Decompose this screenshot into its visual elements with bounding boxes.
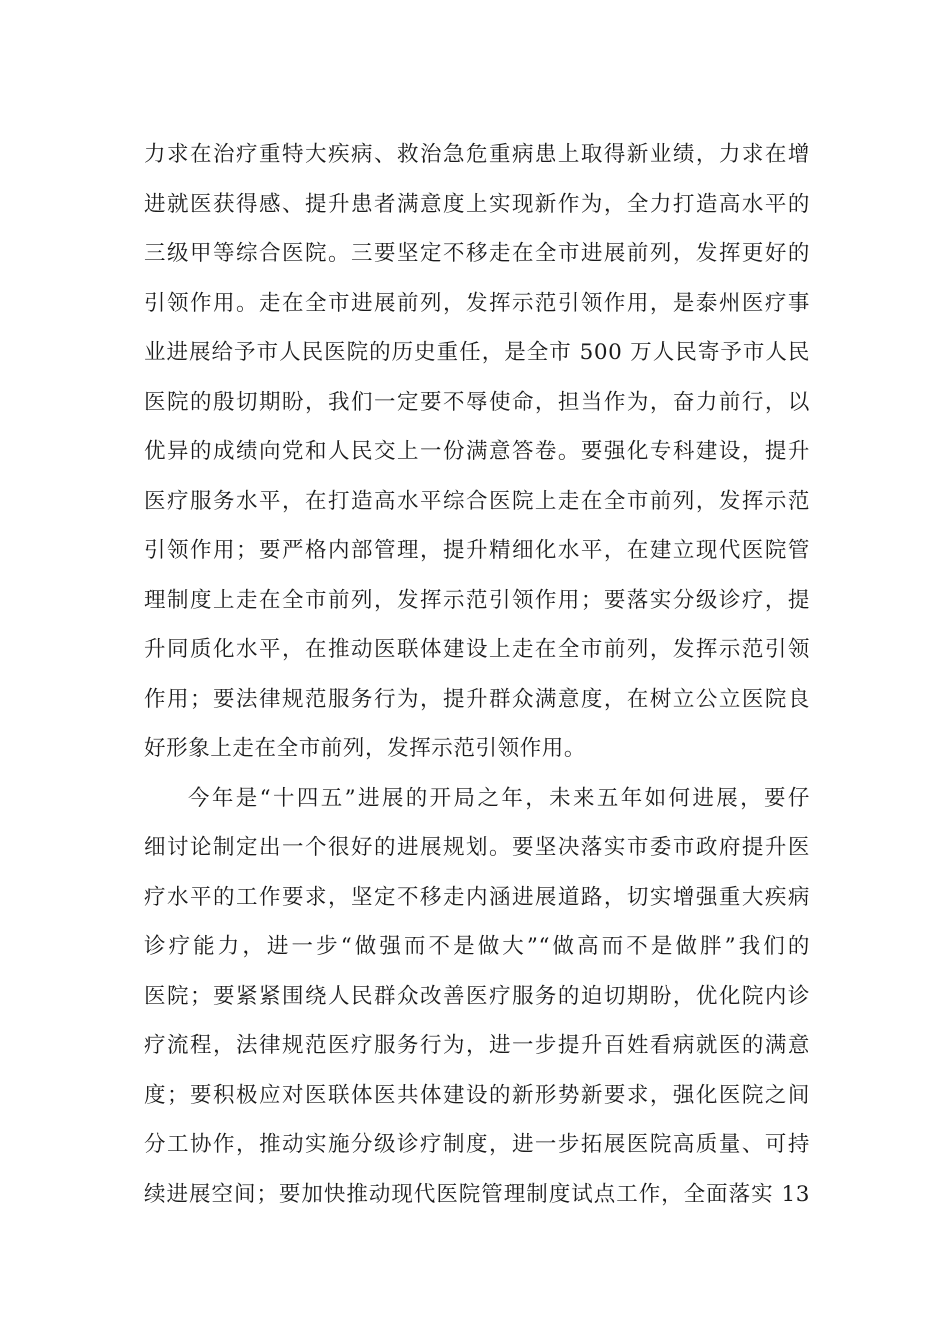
text-line: 理制度上走在全市前列，发挥示范引领作用；要落实分级诊疗，提 <box>144 587 810 613</box>
text-line: 医疗服务水平，在打造高水平综合医院上走在全市前列，发挥示范 <box>144 488 810 514</box>
text-line: 升同质化水平，在推动医联体建设上走在全市前列，发挥示范引领 <box>144 637 810 662</box>
document-body <box>144 130 810 1219</box>
text-line: 业进展给予市人民医院的历史重任，是全市 500 万人民寄予市人民 <box>144 340 810 365</box>
text-line: 疗水平的工作要求，坚定不移走内涵进展道路，切实增强重大疾病 <box>144 884 810 910</box>
paragraph-2 <box>144 774 810 1220</box>
text-line: 分工协作，推动实施分级诊疗制度，进一步拓展医院高质量、可持 <box>144 1132 810 1157</box>
text-line: 引领作用。走在全市进展前列，发挥示范引领作用，是泰州医疗事 <box>144 290 810 316</box>
text-line: 优异的成绩向党和人民交上一份满意答卷。要强化专科建设，提升 <box>144 439 810 464</box>
text-line: 好形象上走在全市前列，发挥示范引领作用。 <box>144 736 587 761</box>
text-line: 诊疗能力，进一步“做强而不是做大”“做高而不是做胖”我们的 <box>144 934 810 959</box>
text-line: 三级甲等综合医院。三要坚定不移走在全市进展前列，发挥更好的 <box>144 241 810 266</box>
text-line: 疗流程，法律规范医疗服务行为，进一步提升百姓看病就医的满意 <box>144 1033 810 1058</box>
text-line: 今年是“十四五”进展的开局之年，未来五年如何进展，要仔 <box>188 785 810 811</box>
text-line: 度；要积极应对医联体医共体建设的新形势新要求，强化医院之间 <box>144 1082 810 1108</box>
text-line: 细讨论制定出一个很好的进展规划。要坚决落实市委市政府提升医 <box>144 835 810 860</box>
text-line: 续进展空间；要加快推动现代医院管理制度试点工作，全面落实 13 <box>144 1181 810 1207</box>
text-line: 进就医获得感、提升患者满意度上实现新作为，全力打造高水平的 <box>144 191 810 217</box>
text-line: 医院；要紧紧围绕人民群众改善医疗服务的迫切期盼，优化院内诊 <box>144 983 810 1009</box>
text-line: 引领作用；要严格内部管理，提升精细化水平，在建立现代医院管 <box>144 538 810 563</box>
text-line: 医院的殷切期盼，我们一定要不辱使命，担当作为，奋力前行，以 <box>144 389 810 415</box>
text-line: 力求在治疗重特大疾病、救治急危重病患上取得新业绩，力求在增 <box>144 142 810 167</box>
paragraph-1 <box>144 130 810 774</box>
text-line: 作用；要法律规范服务行为，提升群众满意度，在树立公立医院良 <box>144 686 810 712</box>
